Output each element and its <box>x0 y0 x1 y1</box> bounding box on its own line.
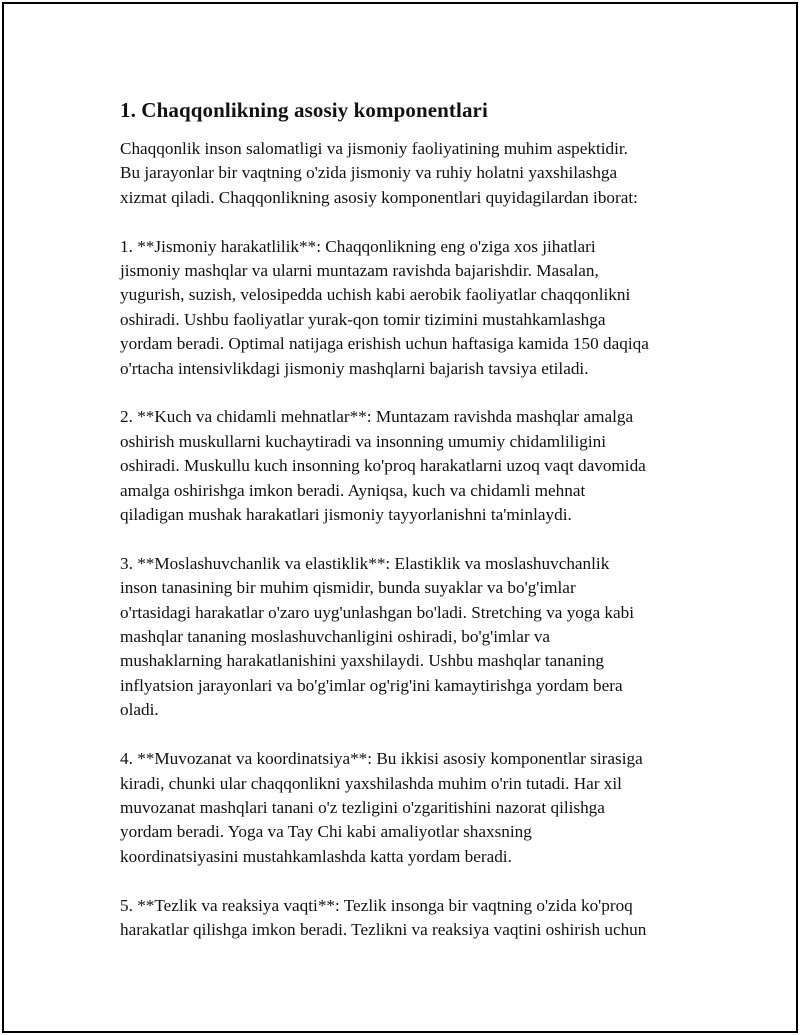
text-line: o'rtacha intensivlikdagi jismoniy mashqlarni bajarish tavsiya etiladi. <box>120 358 589 378</box>
text-line: 2. **Kuch va chidamli mehnatlar**: Muntazam ravishda mashqlar amalga <box>120 407 634 427</box>
text-line: 4. **Muvozanat va koordinatsiya**: Bu ikkisi asosiy komponentlar sirasiga <box>120 749 643 769</box>
text-line: oshirish muskullarni kuchaytiradi va insonning umumiy chidamliligini <box>120 431 606 451</box>
document-body <box>120 96 700 967</box>
text-line: yugurish, suzish, velosipedda uchish kabi aerobik faoliyatlar chaqqonlikni <box>120 285 631 305</box>
text-line: Bu jarayonlar bir vaqtning o'zida jismoniy va ruhiy holatni yaxshilashga <box>120 163 618 183</box>
paragraph <box>120 137 700 210</box>
document-page <box>2 2 798 1033</box>
text-line: qiladigan mushak harakatlari jismoniy tayyorlanishni ta'minlaydi. <box>120 505 572 525</box>
paragraph <box>120 552 700 723</box>
text-line: jismoniy mashqlar va ularni muntazam ravishda bajarishdir. Masalan, <box>120 261 599 281</box>
text-line: oladi. <box>120 700 159 720</box>
text-line: muvozanat mashqlari tanani o'z tezligini o'zgaritishini nazorat qilishga <box>120 797 605 817</box>
text-line: oshiradi. Muskullu kuch insonning ko'proq harakatlarni uzoq vaqt davomida <box>120 456 646 476</box>
text-line: inflyatsion jarayonlari va bo'g'imlar og'rig'ini kamaytirishga yordam bera <box>120 675 623 695</box>
text-line: inson tanasining bir muhim qismidir, bunda suyaklar va bo'g'imlar <box>120 578 576 598</box>
text-line: yordam beradi. Yoga va Tay Chi kabi amaliyotlar shaxsning <box>120 822 532 842</box>
paragraph <box>120 747 700 869</box>
text-line: Chaqqonlik inson salomatligi va jismoniy faoliyatining muhim aspektidir. <box>120 139 628 158</box>
text-line: 1. **Jismoniy harakatlilik**: Chaqqonlikning eng o'ziga xos jihatlari <box>120 236 596 256</box>
paragraph <box>120 894 700 943</box>
text-line: 3. **Moslashuvchanlik va elastiklik**: Elastiklik va moslashuvchanlik <box>120 553 610 573</box>
text-line: mashqlar tananing moslashuvchanligini oshiradi, bo'g'imlar va <box>120 627 551 647</box>
text-line: oshiradi. Ushbu faoliyatlar yurak-qon tomir tizimini mustahkamlashga <box>120 309 606 329</box>
paragraph <box>120 235 700 381</box>
text-line: xizmat qiladi. Chaqqonlikning asosiy komponentlari quyidagilardan iborat: <box>120 187 638 207</box>
text-line: o'rtasidagi harakatlar o'zaro uyg'unlashgan bo'ladi. Stretching va yoga kabi <box>120 602 635 622</box>
paragraph <box>120 405 700 527</box>
paragraph-list <box>120 137 700 942</box>
text-line: koordinatsiyasini mustahkamlashda katta yordam beradi. <box>120 846 512 866</box>
text-line: 5. **Tezlik va reaksiya vaqti**: Tezlik insonga bir vaqtning o'zida ko'proq <box>120 895 633 915</box>
text-line: mushaklarning harakatlanishini yaxshilaydi. Ushbu mashqlar tananing <box>120 651 605 671</box>
section-heading: 1. Chaqqonlikning asosiy komponentlari <box>120 98 488 122</box>
text-line: amalga oshirishga imkon beradi. Ayniqsa, kuch va chidamli mehnat <box>120 480 586 500</box>
text-line: yordam beradi. Optimal natijaga erishish uchun haftasiga kamida 150 daqiqa <box>120 334 649 354</box>
text-line: kiradi, chunki ular chaqqonlikni yaxshilashda muhim o'rin tutadi. Har xil <box>120 773 622 793</box>
text-line: harakatlar qilishga imkon beradi. Tezlikni va reaksiya vaqtini oshirish uchun <box>120 919 647 939</box>
